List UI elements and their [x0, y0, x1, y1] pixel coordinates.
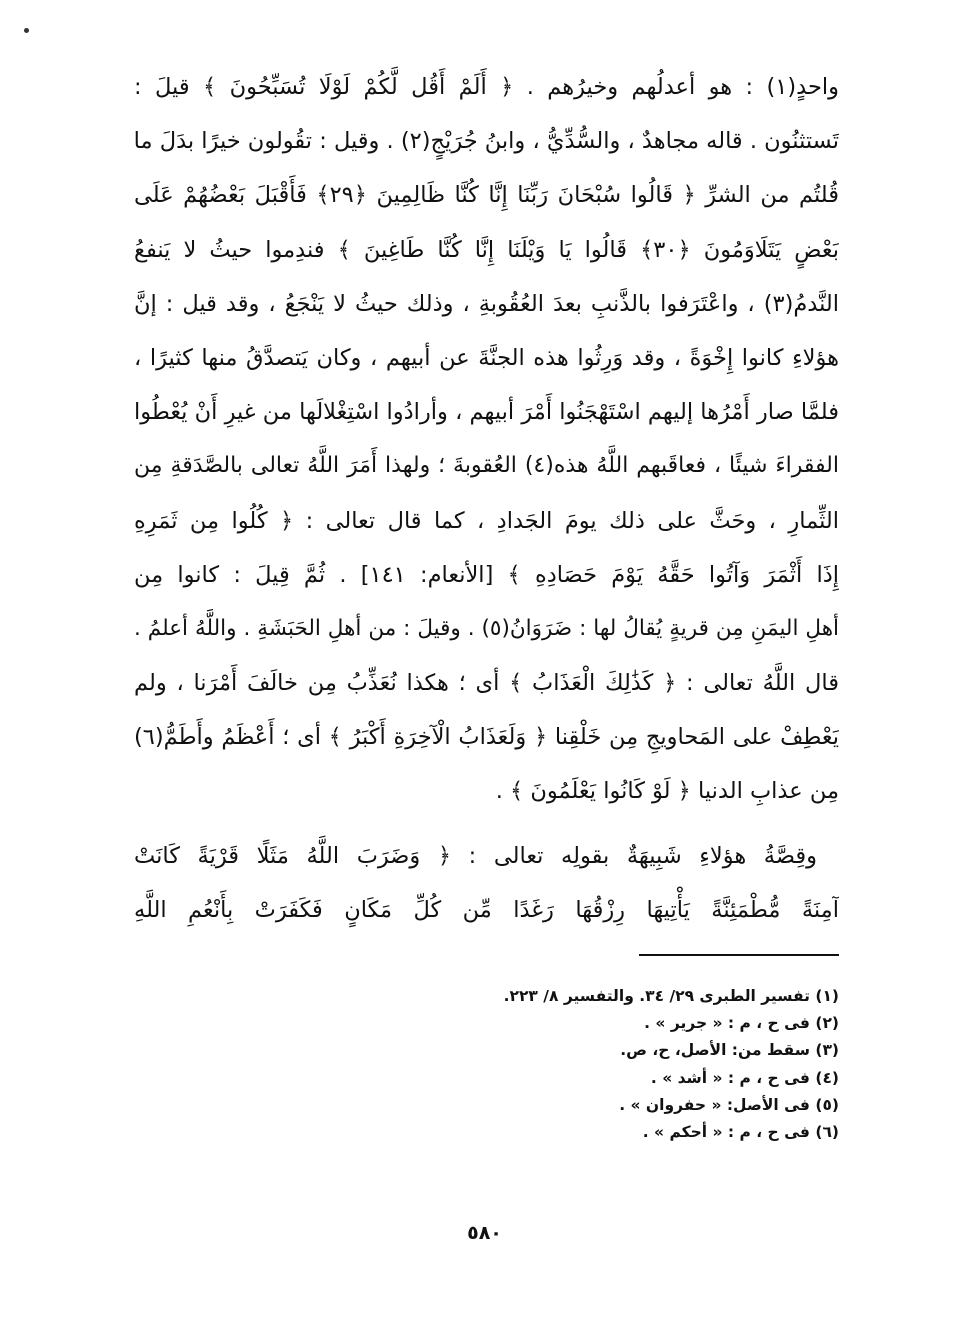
text-line-9: الثِّمارِ ، وحَثَّ على ذلك يومَ الجَدادِ ، كما قال تعالى : ﴿ كُلُوا مِن ثَمَرِهِ [134, 507, 839, 534]
footnote-6: (٦) فى ح ، م : « أحكم » . [642, 1122, 839, 1141]
footnote-4: (٤) فى ح ، م : « أشد » . [650, 1068, 839, 1087]
text-line-11: أهلِ اليمَنِ مِن قريةٍ يُقالُ لها : ضَرَوَانُ(٥) . وقيلَ : من أهلِ الحَبَشَةِ . واللَّهُ أعلمُ . [134, 615, 839, 641]
page-number: ٥٨٠ [467, 1222, 502, 1244]
footnote-2: (٢) فى ح ، م : « جرير » . [644, 1014, 839, 1033]
text-line-1: واحدٍ(١) : هو أعدلُهم وخيرُهم . ﴿ أَلَمْ أَقُل لَّكُمْ لَوْلَا تُسَبِّحُونَ ﴾ قيلَ : [134, 74, 839, 100]
text-line-4: بَعْضٍ يَتَلَاوَمُونَ ﴿٣٠﴾ قَالُوا يَا وَيْلَنَا إِنَّا كُنَّا طَاغِينَ ﴾ فندِموا حيثُ لا يَنفعُ [134, 236, 839, 263]
main-text-body [134, 60, 839, 937]
footnotes-section [134, 983, 839, 1146]
text-line-16: آمِنَةً مُّطْمَئِنَّةً يَأْتِيهَا رِزْقُهَا رَغَدًا مِّن كُلِّ مَكَانٍ فَكَفَرَتْ بِأَنْعُمِ اللَّهِ [134, 896, 839, 923]
text-line-8: الفقراءَ شيئًا ، فعاقَبهم اللَّهُ هذه(٤) العُقوبةَ ؛ ولهذا أَمَرَ اللَّهُ تعالى بالصَّدَقةِ مِن [134, 453, 839, 479]
text-line-6: هؤلاءِ كانوا إِخْوَةً ، وقد وَرِثُوا هذه الجنَّةَ عن أبيهم ، وكان يَتصدَّقُ منها كثيرًا ، [134, 344, 839, 371]
footnote-5: (٥) فى الأصل: « حفروان » . [619, 1095, 839, 1114]
footnote-separator [639, 954, 839, 956]
text-line-5: النَّدمُ(٣) ، واعْتَرَفوا بالذَّنبِ بعدَ العُقُوبةِ ، وذلك حيثُ لا يَنْجَعُ ، وقد قيل : إنَّ [134, 290, 839, 317]
text-line-2: تَستثنُون . قاله مجاهدٌ ، والسُّدِّيُّ ، وابنُ جُرَيْجٍ(٢) . وقيل : تقُولون خيرًا بدَلَ ما [134, 128, 839, 155]
footnote-3: (٣) سقط من: الأصل، ح، ص. [620, 1041, 839, 1060]
text-line-7: فلمَّا صار أَمْرُها إليهم اسْتَهْجَنُوا أَمْرَ أبيهم ، وأرادُوا اسْتِغْلالَها من غيرِ أَنْ يُعْطُوا [134, 399, 839, 426]
text-line-15: وقِصَّةُ هؤلاءِ شَبِيهَةٌ بقولِه تعالى : ﴿ وَضَرَبَ اللَّهُ مَثَلًا قَرْيَةً كَانَتْ [134, 842, 817, 869]
footnote-1: (١) تفسير الطبرى ٢٩/ ٣٤. والتفسير ٨/ ٢٢٣. [503, 987, 839, 1005]
text-line-14: مِن عذابِ الدنيا ﴿ لَوْ كَانُوا يَعْلَمُونَ ﴾ . [495, 778, 839, 805]
text-line-10: إِذَا أَثْمَرَ وَآتُوا حَقَّهُ يَوْمَ حَصَادِهِ ﴾ [الأنعام: ١٤١] . ثُمَّ قِيلَ : كانوا مِن [134, 561, 839, 588]
text-line-3: قُلتُم من الشرِّ ﴿ قَالُوا سُبْحَانَ رَبِّنَا إِنَّا كُنَّا ظَالِمِينَ ﴿٢٩﴾ فَأَقْبَلَ بَعْضُهُمْ عَلَى [134, 182, 839, 209]
corner-dot-mark [24, 28, 29, 33]
paragraph-gap [134, 819, 839, 829]
text-line-12: قال اللَّهُ تعالى : ﴿ كَذَٰلِكَ الْعَذَابُ ﴾ أى ؛ هكذا نُعَذِّبُ مِن خالَفَ أَمْرَنا ، ولم [134, 670, 839, 697]
text-line-13: يَعْطِفْ على المَحاويجِ مِن خَلْقِنا ﴿ وَلَعَذَابُ الْآخِرَةِ أَكْبَرُ ﴾ أى ؛ أَعْظَمُ وأَطَمُّ(٦) [134, 724, 839, 751]
